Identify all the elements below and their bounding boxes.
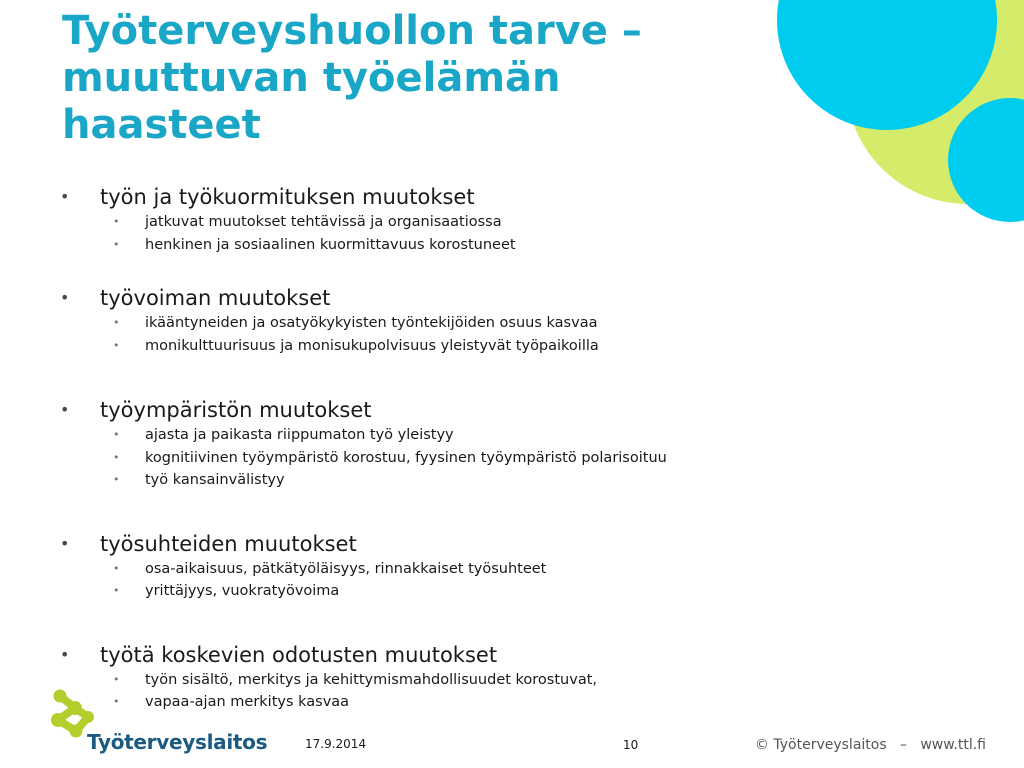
sub-bullet-list	[55, 558, 955, 603]
sub-bullet-label: osa-aikaisuus, pätkätyöläisyys, rinnakkaiset työsuhteet	[145, 560, 547, 577]
sub-bullet-item	[55, 580, 955, 603]
sub-bullet-icon: •	[113, 428, 120, 441]
sub-bullet-label: vapaa-ajan merkitys kasvaa	[145, 694, 350, 710]
sub-bullet-label: henkinen ja sosiaalinen kuormittavuus korostuneet	[145, 236, 516, 253]
bullet-section	[55, 396, 955, 492]
sub-bullet-icon: •	[113, 561, 120, 575]
bullet-item	[55, 284, 955, 312]
sub-bullet-icon: •	[113, 672, 120, 686]
slide-title: Työterveyshuollon tarve – muuttuvan työelämän haasteet	[62, 8, 642, 148]
sub-bullet-item	[55, 312, 955, 335]
sub-bullet-item	[55, 424, 955, 447]
bullet-label: työtä koskevien odotusten muutokset	[100, 642, 498, 667]
bullet-icon: •	[60, 187, 70, 206]
sub-list	[55, 424, 955, 492]
sub-bullet-item	[55, 447, 955, 470]
sub-bullet-label: ikääntyneiden ja osatyökykyisten työntekijöiden osuus kasvaa	[145, 315, 598, 331]
page-number: 10	[623, 738, 639, 752]
sub-bullet-icon: •	[113, 215, 120, 228]
sub-bullet-icon: •	[113, 316, 120, 329]
sub-bullet-icon: •	[113, 473, 120, 486]
sub-bullet-icon: •	[113, 450, 120, 464]
sub-bullet-item	[55, 469, 955, 492]
sub-bullet-label: yrittäjyys, vuokratyövoima	[145, 583, 340, 599]
sub-list	[55, 312, 955, 357]
bullet-section	[55, 284, 955, 357]
bullet-label: työsuhteiden muutokset	[100, 531, 357, 556]
bullet-icon: •	[60, 400, 70, 419]
bullet-label: työvoiman muutokset	[100, 286, 331, 310]
sub-bullet-icon: •	[113, 237, 120, 251]
bullet-item	[55, 183, 955, 211]
bullet-item	[55, 396, 955, 424]
sub-bullet-label: ajasta ja paikasta riippumaton työ yleistyy	[145, 427, 454, 443]
sub-bullet-item	[55, 211, 955, 234]
bullet-icon: •	[60, 288, 70, 307]
sub-bullet-item	[55, 335, 955, 358]
sub-bullet-label: työ kansainvälistyy	[145, 472, 285, 488]
bullet-label: työympäristön muutokset	[100, 398, 372, 422]
sub-bullet-label: jatkuvat muutokset tehtävissä ja organisaatiossa	[145, 214, 502, 230]
sub-bullet-icon: •	[113, 695, 120, 708]
bullet-icon: •	[60, 533, 70, 553]
bullet-section	[55, 530, 955, 603]
sub-bullet-item	[55, 558, 955, 581]
bullet-icon: •	[60, 644, 70, 664]
sub-bullet-list	[55, 312, 955, 357]
slide-content	[55, 183, 955, 714]
bullet-section	[55, 183, 955, 256]
sub-bullet-label: monikulttuurisuus ja monisukupolvisuus yleistyvät työpaikoilla	[145, 337, 599, 354]
bullet-item	[55, 641, 955, 669]
sub-bullet-list	[55, 211, 955, 256]
bullet-item	[55, 530, 955, 558]
sub-bullet-label: kognitiivinen työympäristö korostuu, fyysinen työympäristö polarisoituu	[145, 449, 667, 466]
footer-copyright: © Työterveyslaitos – www.ttl.fi	[754, 737, 986, 753]
bullet-label: työn ja työkuormituksen muutokset	[100, 185, 475, 209]
sub-bullet-list	[55, 424, 955, 492]
sub-bullet-label: työn sisältö, merkitys ja kehittymismahdollisuudet korostuvat,	[145, 671, 597, 688]
logo-text: Työterveyslaitos	[87, 730, 268, 754]
sub-bullet-item	[55, 234, 955, 257]
sub-bullet-icon: •	[113, 338, 120, 352]
footer-date: 17.9.2014	[305, 737, 367, 751]
sub-bullet-icon: •	[113, 584, 120, 597]
sub-list	[55, 558, 955, 603]
sub-list	[55, 211, 955, 256]
